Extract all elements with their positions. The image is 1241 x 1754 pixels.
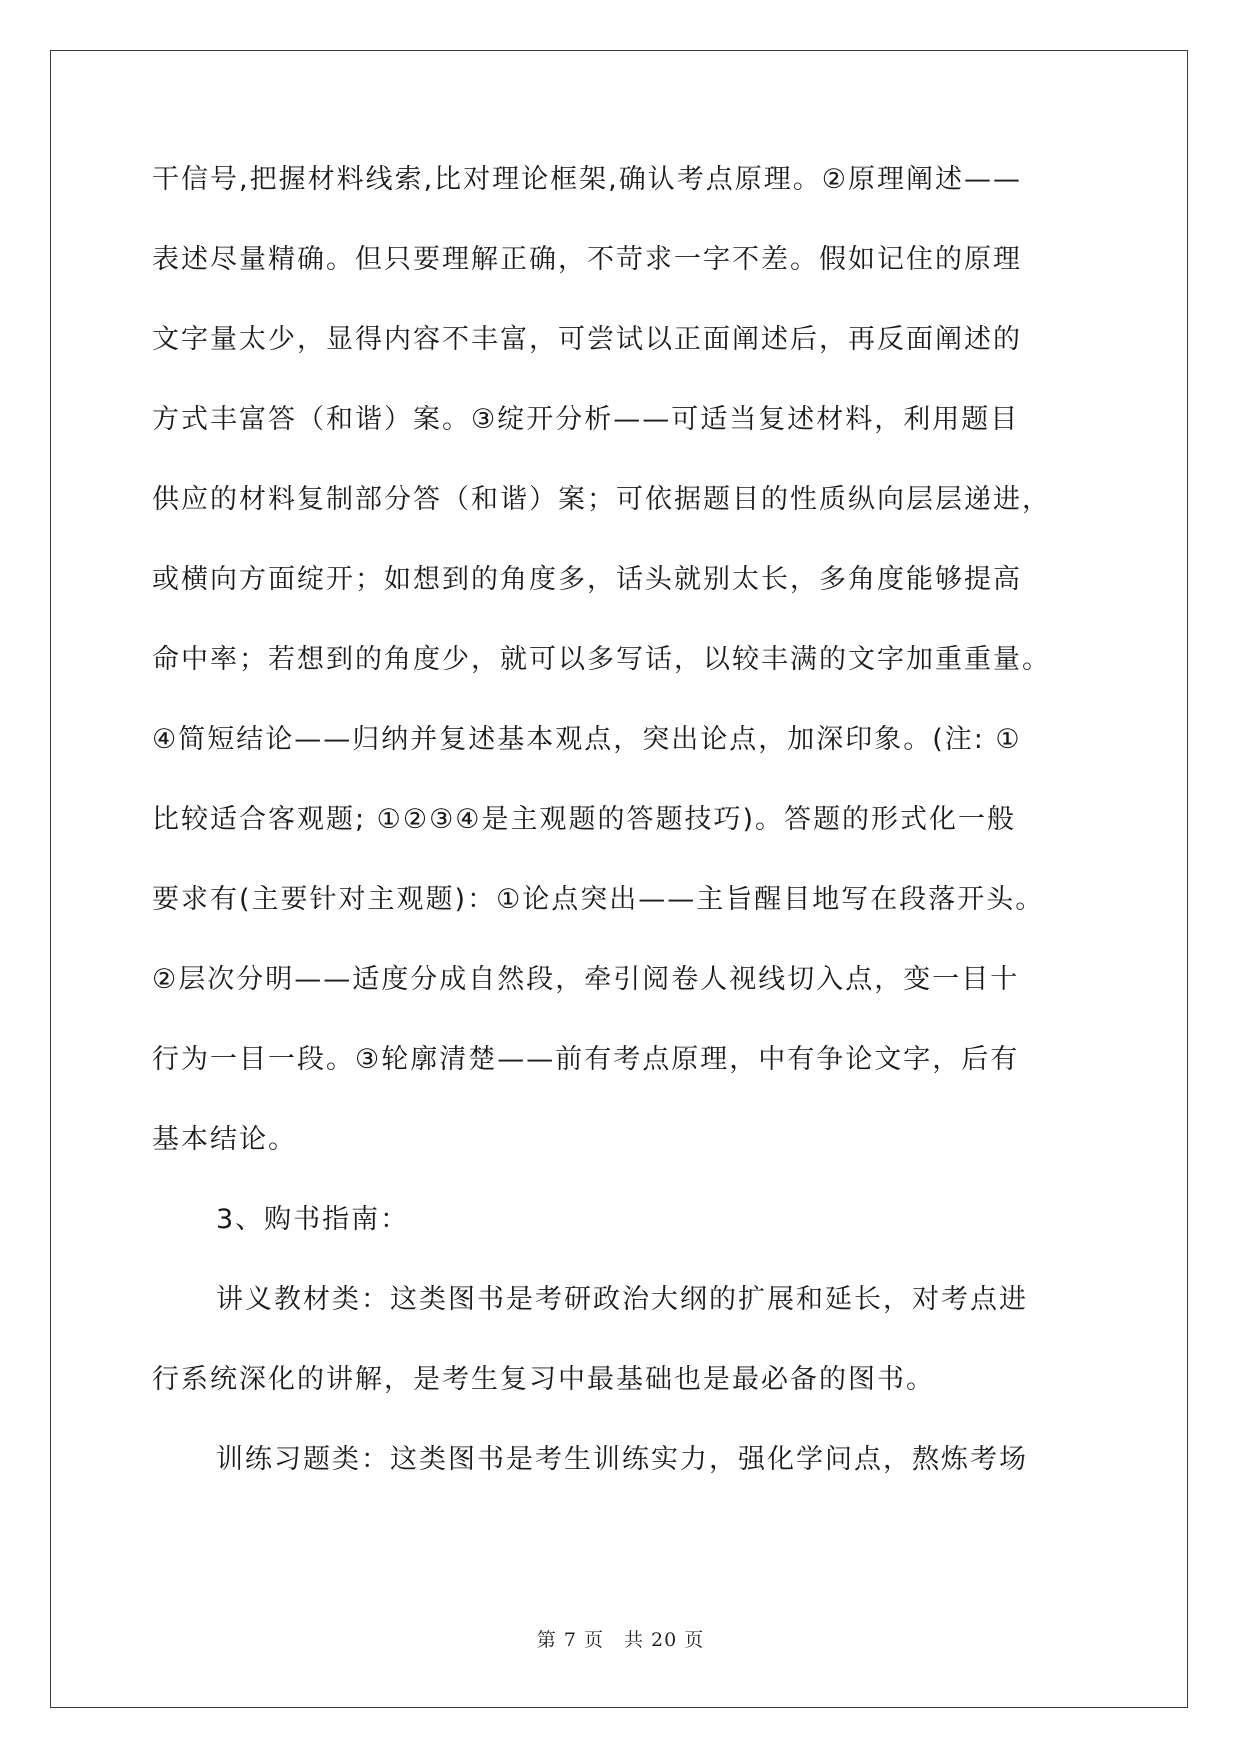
- exercise-paragraph-line: 训练习题类：这类图书是考生训练实力，强化学问点，熬炼考场: [216, 1444, 1028, 1475]
- body-line: 行为一目一段。③轮廓清楚——前有考点原理，中有争论文字，后有: [152, 1044, 1020, 1075]
- body-line: 比较适合客观题; ①②③④是主观题的答题技巧)。答题的形式化一般: [152, 804, 1017, 835]
- body-line: 供应的材料复制部分答（和谐）案；可依据题目的性质纵向层层递进，: [152, 484, 1051, 515]
- body-line: 表述尽量精确。但只要理解正确，不苛求一字不差。假如记住的原理: [152, 244, 1022, 275]
- section-heading: 3、购书指南：: [216, 1204, 410, 1235]
- body-line: 要求有(主要针对主观题)：①论点突出——主旨醒目地写在段落开头。: [152, 884, 1045, 915]
- body-line: 干信号,把握材料线索,比对理论框架,确认考点原理。②原理阐述——: [152, 164, 1022, 195]
- body-line: ②层次分明——适度分成自然段，牵引阅卷人视线切入点，变一目十: [152, 964, 1020, 995]
- page-number-footer: 第 7 页 共 20 页: [536, 1629, 705, 1651]
- textbook-paragraph-line: 讲义教材类：这类图书是考研政治大纲的扩展和延长，对考点进: [216, 1284, 1028, 1315]
- body-line: 方式丰富答（和谐）案。③绽开分析——可适当复述材料，利用题目: [152, 404, 1020, 435]
- body-line: 基本结论。: [152, 1124, 297, 1155]
- body-line: 文字量太少，显得内容不丰富，可尝试以正面阐述后，再反面阐述的: [152, 324, 1022, 355]
- document-body: [152, 160, 1092, 1520]
- body-line: ④简短结论——归纳并复述基本观点，突出论点，加深印象。(注: ①: [152, 724, 1022, 755]
- body-line: 或横向方面绽开；如想到的角度多，话头就别太长，多角度能够提高: [152, 564, 1022, 595]
- textbook-paragraph-line: 行系统深化的讲解，是考生复习中最基础也是最必备的图书。: [152, 1364, 935, 1395]
- body-line: 命中率；若想到的角度少，就可以多写话，以较丰满的文字加重重量。: [152, 644, 1051, 675]
